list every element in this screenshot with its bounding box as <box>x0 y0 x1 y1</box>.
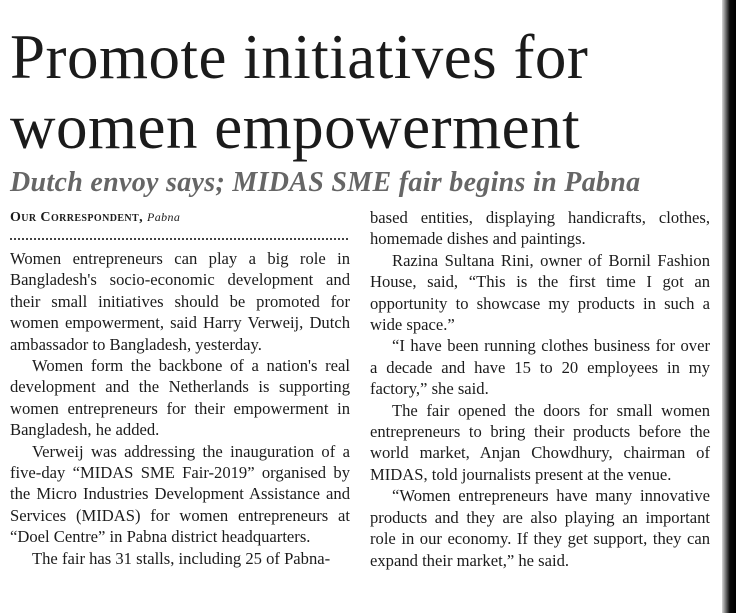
article-paragraph: Verweij was addressing the inauguration of a five-day “MIDAS SME Fair-2019” organised by the Micro Industries Development Assistance and Services (MIDAS) for women entrepreneurs at “Doel Centre” in Pabna district headquarters. <box>10 441 350 547</box>
article-paragraph: “Women entrepreneurs have many innovative products and they are also playing an important role in our economy. If they get support, they can expand their market,” he said. <box>370 486 710 570</box>
article-column-left <box>10 207 350 569</box>
article-paragraph: based entities, displaying handicrafts, clothes, homemade dishes and paintings. <box>370 208 710 249</box>
article-paragraph: The fair has 31 stalls, including 25 of Pabna- <box>32 548 331 568</box>
article-paragraph: Women form the backbone of a nation's real development and the Netherlands is supporting women entrepreneurs for their empowerment in Bangladesh, he added. <box>10 356 350 440</box>
article-paragraph: Razina Sultana Rini, owner of Bornil Fashion House, said, “This is the first time I got an opportunity to showcase my products in such a wide space.” <box>370 250 710 335</box>
article-paragraph: Women entrepreneurs can play a big role in Bangladesh's socio-economic development and their small initiatives should be promoted for women empowerment, said Harry Verweij, Dutch ambassador to Bangladesh, yesterday. <box>10 249 350 354</box>
article-paragraph: The fair opened the doors for small women entrepreneurs to bring their products before the world market, Anjan Chowdhury, chairman of MIDAS, told journalists present at the venue. <box>370 400 710 484</box>
dotted-divider <box>10 232 348 240</box>
article-column-right <box>370 207 710 571</box>
headline: Promote initiatives for women empowerment <box>10 22 589 162</box>
byline-place: Pabna <box>147 210 181 224</box>
article-paragraph: “I have been running clothes business for over a decade and have 15 to 20 employees in my factory,” she said. <box>370 336 710 399</box>
page-edge-shadow <box>722 0 736 613</box>
byline-author: Our Correspondent, <box>10 210 143 225</box>
byline <box>10 207 350 228</box>
subheadline: Dutch envoy says; MIDAS SME fair begins in Pabna <box>10 167 641 198</box>
